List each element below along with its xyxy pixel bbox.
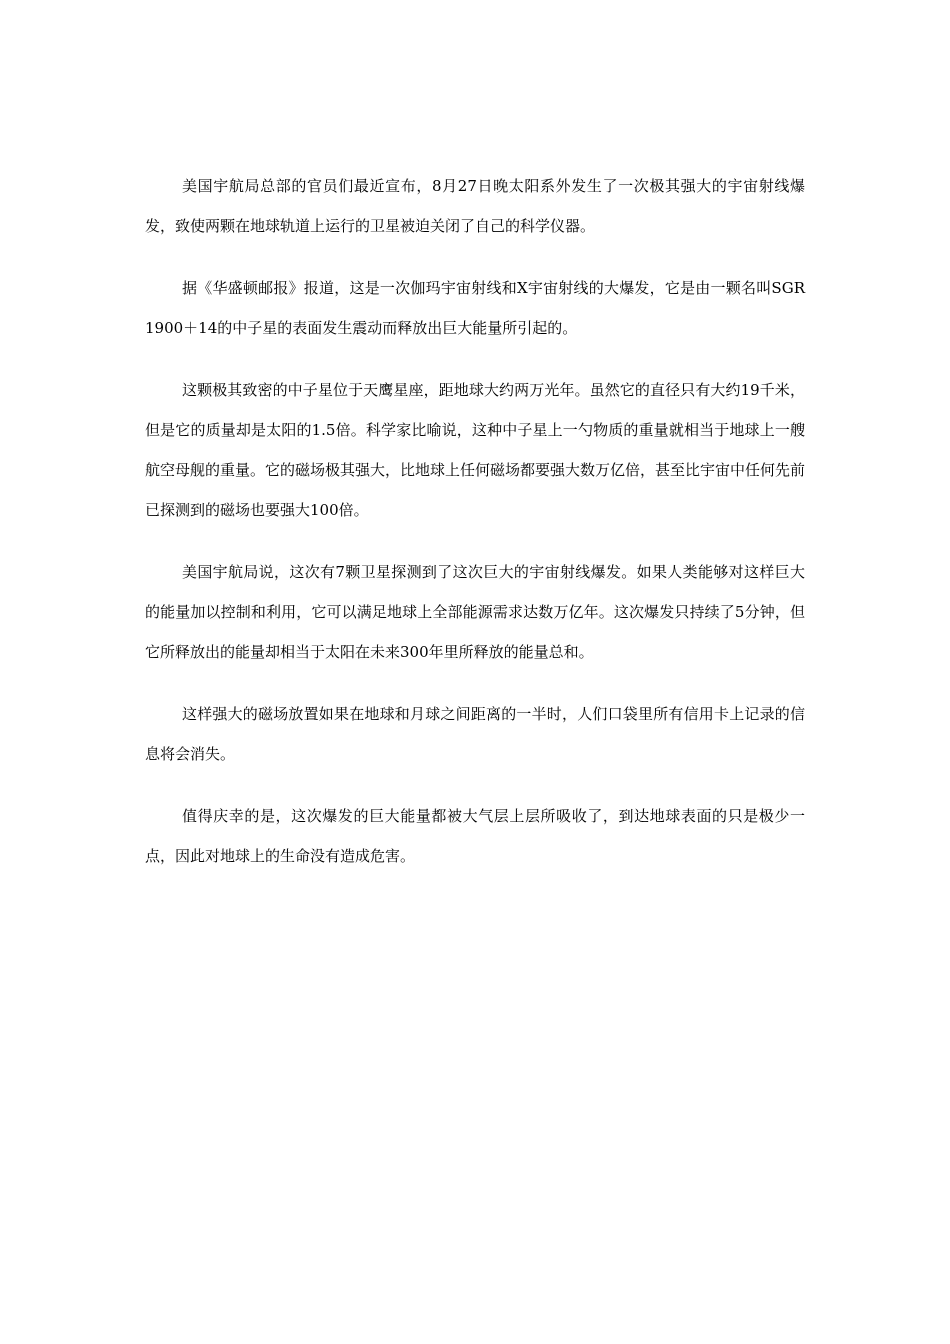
paragraph-3: 这颗极其致密的中子星位于天鹰星座，距地球大约两万光年。虽然它的直径只有大约19千米，但是它的质量却是太阳的1.5倍。科学家比喻说，这种中子星上一勺物质的重量就相当于地球上一艘航空母舰的重量。它的磁场极其强大，比地球上任何磁场都要强大数万亿倍，甚至比宇宙中任何先前已探测到的磁场也要强大100倍。	[145, 381, 806, 519]
paragraph-6: 值得庆幸的是，这次爆发的巨大能量都被大气层上层所吸收了，到达地球表面的只是极少一点，因此对地球上的生命没有造成危害。	[145, 807, 805, 865]
article-body	[145, 166, 805, 898]
paragraph-5: 这样强大的磁场放置如果在地球和月球之间距离的一半时，人们口袋里所有信用卡上记录的信息将会消失。	[145, 705, 805, 763]
paragraph-2: 据《华盛顿邮报》报道，这是一次伽玛宇宙射线和X宇宙射线的大爆发，它是由一颗名叫SGR1900＋14的中子星的表面发生震动而释放出巨大能量所引起的。	[145, 279, 805, 337]
paragraph-1: 美国宇航局总部的官员们最近宣布，8月27日晚太阳系外发生了一次极其强大的宇宙射线爆发，致使两颗在地球轨道上运行的卫星被迫关闭了自己的科学仪器。	[145, 177, 805, 235]
paragraph-4: 美国宇航局说，这次有7颗卫星探测到了这次巨大的宇宙射线爆发。如果人类能够对这样巨大的能量加以控制和利用，它可以满足地球上全部能源需求达数万亿年。这次爆发只持续了5分钟，但它所释放出的能量却相当于太阳在未来300年里所释放的能量总和。	[145, 563, 805, 661]
